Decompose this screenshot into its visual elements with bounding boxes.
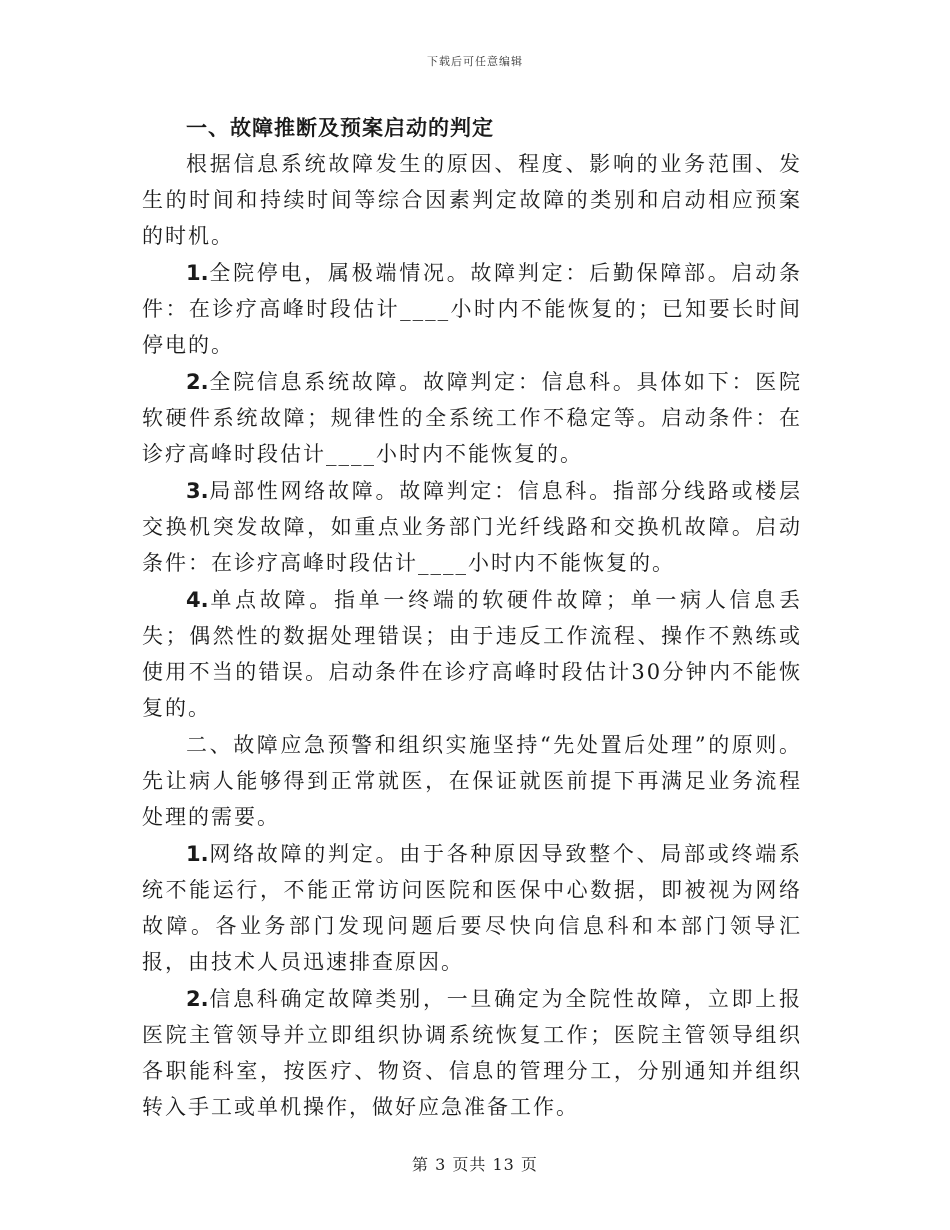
intro-paragraph: 根据信息系统故障发生的原因、程度、影响的业务范围、发生的时间和持续时间等综合因素判定故障的类别和启动相应预案的时机。: [142, 152, 802, 248]
item-4-paragraph: [142, 582, 802, 726]
section-2-item-1-text: 网络故障的判定。由于各种原因导致整个、局部或终端系统不能运行，不能正常访问医院和医保中心数据，即被视为网络故障。各业务部门发现问题后要尽快向信息科和本部门领导汇报，由技术人员迅速排查原因。: [142, 842, 802, 974]
item-3-text: 局部性网络故障。故障判定：信息科。指部分线路或楼层交换机突发故障，如重点业务部门光纤线路和交换机故障。启动条件：在诊疗高峰时段估计____小时内不能恢复的。: [142, 479, 802, 575]
section-2-paragraph: 二、故障应急预警和组织实施坚持“先处置后处理”的原则。先让病人能够得到正常就医，在保证就医前提下再满足业务流程处理的需要。: [142, 733, 802, 829]
item-4-text: 单点故障。指单一终端的软硬件故障；单一病人信息丢失；偶然性的数据处理错误；由于违反工作流程、操作不熟练或使用不当的错误。启动条件在诊疗高峰时段估计30分钟内不能恢复的。: [142, 588, 802, 720]
item-4-number: 4.: [186, 588, 209, 612]
item-1-text: 全院停电，属极端情况。故障判定：后勤保障部。启动条件：在诊疗高峰时段估计____小时内不能恢复的；已知要长时间停电的。: [142, 261, 802, 357]
item-1-number: 1.: [186, 261, 209, 285]
item-3-paragraph: [142, 473, 802, 581]
section-2-item-1-paragraph: [142, 836, 802, 980]
item-2-number: 2.: [186, 370, 209, 394]
section-2-item-1-number: 1.: [186, 842, 209, 866]
section-2-item-2-text: 信息科确定故障类别，一旦确定为全院性故障，立即上报医院主管领导并立即组织协调系统恢复工作；医院主管领导组织各职能科室，按医疗、物资、信息的管理分工，分别通知并组织转入手工或单机操作，做好应急准备工作。: [142, 987, 802, 1119]
item-2-text: 全院信息系统故障。故障判定：信息科。具体如下：医院软硬件系统故障；规律性的全系统工作不稳定等。启动条件：在诊疗高峰时段估计____小时内不能恢复的。: [142, 370, 802, 466]
section-2-item-2-number: 2.: [186, 987, 209, 1011]
section-2-item-2-paragraph: [142, 981, 802, 1125]
item-1-paragraph: [142, 255, 802, 363]
page-number-footer: 第 3 页共 13 页: [412, 1155, 538, 1174]
document-body: [142, 110, 802, 1126]
section-1-title: 一、故障推断及预案启动的判定: [186, 115, 494, 140]
item-3-number: 3.: [186, 479, 209, 503]
item-2-paragraph: [142, 364, 802, 472]
page-header-note: 下载后可任意编辑: [427, 55, 523, 68]
